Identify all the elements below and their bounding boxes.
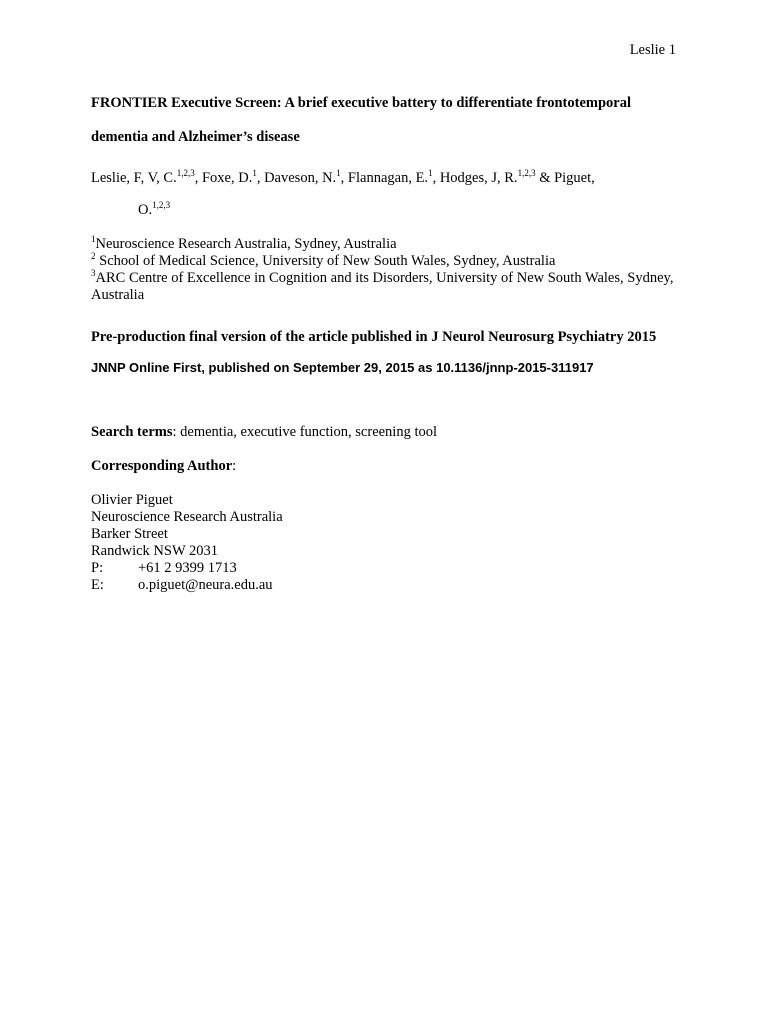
affiliation-1-text: Neuroscience Research Australia, Sydney, Australia (95, 236, 397, 252)
contact-phone-label: P: (91, 560, 104, 576)
author-foxe: , Foxe, D. (194, 170, 253, 186)
affiliation-3 (91, 270, 681, 304)
author-foxe-affil: 1 (252, 168, 257, 179)
author-daveson-affil: 1 (336, 168, 341, 179)
paper-title-line-2: dementia and Alzheimer’s disease (91, 129, 300, 145)
author-piguet-affil: 1,2,3 (152, 200, 171, 211)
preproduction-note: Pre-production final version of the article published in J Neurol Neurosurg Psychiatry 2015 (91, 329, 657, 345)
corresponding-author-colon: : (232, 458, 237, 474)
contact-organisation: Neuroscience Research Australia (91, 509, 283, 525)
online-first-notice: JNNP Online First, published on September 29, 2015 as 10.1136/jnnp-2015-311917 (91, 360, 594, 375)
search-terms-colon: : (172, 424, 177, 440)
author-line-2 (91, 194, 681, 226)
author-leslie-affil: 1,2,3 (176, 168, 195, 179)
contact-phone: +61 2 9399 1713 (138, 560, 237, 576)
contact-city: Randwick NSW 2031 (91, 543, 219, 559)
title-page-content (91, 86, 681, 594)
search-terms-label: Search terms (91, 424, 173, 440)
affiliation-list (91, 236, 681, 304)
author-leslie: Leslie, F, V, C. (91, 170, 177, 186)
author-flannagan: , Flannagan, E. (340, 170, 429, 186)
contact-street: Barker Street (91, 526, 168, 542)
affiliation-3-marker: 3 (91, 268, 96, 279)
affiliation-2-text: School of Medical Science, University of New South Wales, Sydney, Australia (95, 253, 556, 269)
affiliation-3-text: ARC Centre of Excellence in Cognition and its Disorders, University of New South Wales, Sydney, Australia (91, 270, 674, 303)
search-terms-value: dementia, executive function, screening tool (176, 424, 438, 440)
contact-name: Olivier Piguet (91, 492, 173, 508)
corresponding-author-contact (91, 492, 681, 594)
corresponding-author-heading (91, 458, 681, 475)
affiliation-1 (91, 236, 681, 253)
contact-email-row (91, 577, 681, 594)
author-list (91, 162, 681, 226)
affiliation-1-marker: 1 (91, 234, 96, 245)
author-line-1 (91, 162, 681, 194)
author-hodges: , Hodges, J, R. (432, 170, 518, 186)
author-flannagan-affil: 1 (428, 168, 433, 179)
author-hodges-affil: 1,2,3 (517, 168, 536, 179)
contact-phone-row (91, 560, 681, 577)
corresponding-author-label: Corresponding Author (91, 458, 233, 474)
author-piguet-initial: O. (138, 202, 153, 218)
author-daveson: , Daveson, N. (256, 170, 337, 186)
affiliation-2-marker: 2 (91, 251, 96, 262)
contact-email-label: E: (91, 577, 104, 593)
search-terms (91, 424, 681, 441)
paper-title-line-1: FRONTIER Executive Screen: A brief executive battery to differentiate frontotemporal (91, 95, 631, 111)
affiliation-2 (91, 253, 681, 270)
contact-email: o.piguet@neura.edu.au (138, 577, 273, 593)
author-piguet-surname: & Piguet, (535, 170, 595, 186)
paper-title (91, 86, 681, 154)
running-header: Leslie 1 (629, 42, 676, 58)
